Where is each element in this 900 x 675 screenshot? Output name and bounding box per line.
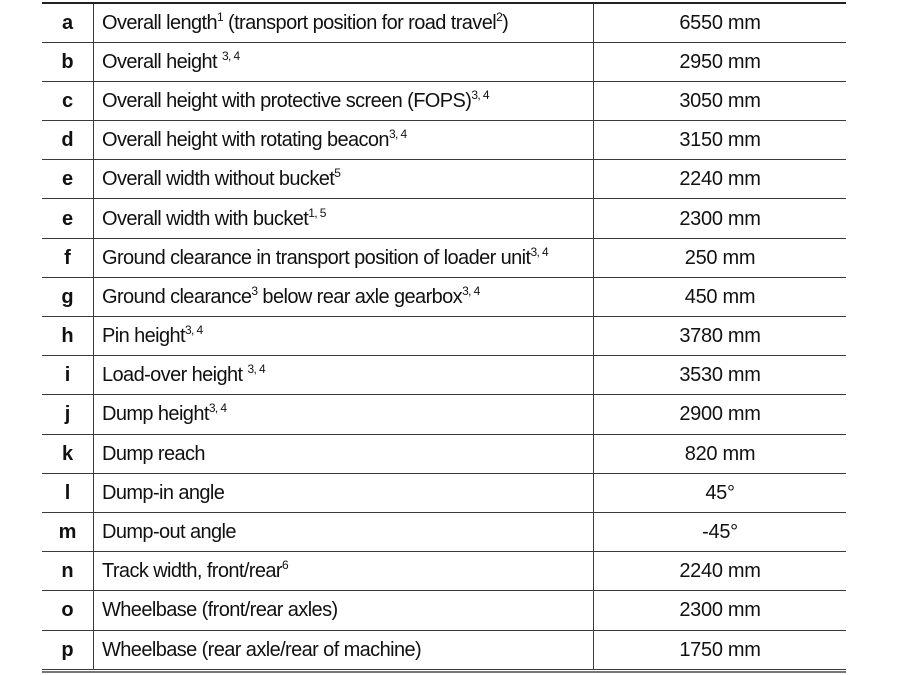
table-row <box>42 238 846 277</box>
footnote-reference: 3, 4 <box>462 283 480 298</box>
table-row <box>42 199 846 238</box>
description-text: Dump-out angle <box>102 521 236 544</box>
footnote-reference: 6 <box>281 558 289 573</box>
row-description <box>94 42 594 81</box>
row-value: 2300 mm <box>594 591 847 630</box>
row-letter: l <box>42 473 94 512</box>
row-value: 3530 mm <box>594 356 847 395</box>
row-letter: a <box>42 3 94 42</box>
row-value: 2950 mm <box>594 42 847 81</box>
row-description <box>94 199 594 238</box>
row-letter: e <box>42 160 94 199</box>
row-value: 820 mm <box>594 434 847 473</box>
row-description <box>94 473 594 512</box>
row-value: 250 mm <box>594 238 847 277</box>
row-value: 3050 mm <box>594 81 847 120</box>
table-row <box>42 591 846 630</box>
footnote-reference: 3, 4 <box>247 362 266 377</box>
description-text: Overall length <box>102 11 217 34</box>
row-value: 450 mm <box>594 277 847 316</box>
row-description <box>94 317 594 356</box>
footnote-reference: 2 <box>496 9 503 24</box>
row-letter: c <box>42 81 94 120</box>
footnote-reference: 3 <box>251 283 258 298</box>
footnote-reference: 1 <box>217 9 224 24</box>
footnote-reference: 3, 4 <box>471 87 489 102</box>
row-value: 2240 mm <box>594 160 847 199</box>
row-description <box>94 277 594 316</box>
specifications-table-body <box>42 3 846 669</box>
footnote-reference: 1, 5 <box>308 205 326 220</box>
description-text: Ground clearance in transport position of loader unit <box>102 246 531 269</box>
row-value: 2900 mm <box>594 395 847 434</box>
row-letter: h <box>42 317 94 356</box>
footnote-reference: 3, 4 <box>221 48 240 63</box>
specifications-table <box>42 2 846 670</box>
row-letter: b <box>42 42 94 81</box>
table-row <box>42 473 846 512</box>
row-description <box>94 552 594 591</box>
table-row <box>42 3 846 42</box>
description-text: below rear axle gearbox <box>257 285 463 308</box>
row-value: 45° <box>594 473 847 512</box>
row-value: 2300 mm <box>594 199 847 238</box>
row-description <box>94 238 594 277</box>
description-text: Overall height with rotating beacon <box>102 129 389 152</box>
row-description <box>94 630 594 669</box>
table-row <box>42 552 846 591</box>
row-description <box>94 512 594 551</box>
row-description <box>94 591 594 630</box>
row-description <box>94 81 594 120</box>
row-value: 3780 mm <box>594 317 847 356</box>
footnote-reference: 3, 4 <box>184 323 203 338</box>
row-description <box>94 356 594 395</box>
footnote-reference: 3, 4 <box>388 127 407 142</box>
description-text: ) <box>502 11 509 34</box>
row-letter: n <box>42 552 94 591</box>
description-text: Dump height <box>102 403 209 426</box>
row-value: 6550 mm <box>594 3 847 42</box>
table-row <box>42 356 846 395</box>
footnote-reference: 5 <box>334 166 341 181</box>
table-row <box>42 160 846 199</box>
row-value: 2240 mm <box>594 552 847 591</box>
description-text: Dump-in angle <box>102 481 225 504</box>
table-row <box>42 121 846 160</box>
row-letter: e <box>42 199 94 238</box>
row-letter: j <box>42 395 94 434</box>
table-row <box>42 42 846 81</box>
description-text: Wheelbase (rear axle/rear of machine) <box>102 638 422 661</box>
description-text: Wheelbase (front/rear axles) <box>102 599 338 622</box>
description-text: Overall width with bucket <box>102 207 309 230</box>
row-letter: p <box>42 630 94 669</box>
description-text: Load-over height <box>102 364 248 387</box>
row-letter: m <box>42 512 94 551</box>
footnote-reference: 3, 4 <box>530 244 549 259</box>
row-letter: g <box>42 277 94 316</box>
row-value: -45° <box>594 512 847 551</box>
row-letter: i <box>42 356 94 395</box>
row-description <box>94 160 594 199</box>
footnote-reference: 3, 4 <box>208 401 227 416</box>
description-text: Pin height <box>102 325 185 348</box>
table-row <box>42 81 846 120</box>
description-text: Overall width without bucket <box>102 168 335 191</box>
row-letter: f <box>42 238 94 277</box>
description-text: Overall height with protective screen (FOPS) <box>102 89 472 112</box>
row-letter: d <box>42 121 94 160</box>
table-row <box>42 395 846 434</box>
table-row <box>42 434 846 473</box>
row-value: 1750 mm <box>594 630 847 669</box>
row-description <box>94 434 594 473</box>
table-bottom-rule <box>42 671 846 673</box>
description-text: (transport position for road travel <box>223 11 497 34</box>
table-row <box>42 630 846 669</box>
description-text: Overall height <box>102 50 222 73</box>
row-letter: k <box>42 434 94 473</box>
row-letter: o <box>42 591 94 630</box>
row-description <box>94 395 594 434</box>
description-text: Dump reach <box>102 442 205 465</box>
row-value: 3150 mm <box>594 121 847 160</box>
row-description <box>94 121 594 160</box>
description-text: Ground clearance <box>102 285 252 308</box>
description-text: Track width, front/rear <box>102 560 282 583</box>
table-row <box>42 317 846 356</box>
table-row <box>42 512 846 551</box>
table-row <box>42 277 846 316</box>
row-description <box>94 3 594 42</box>
